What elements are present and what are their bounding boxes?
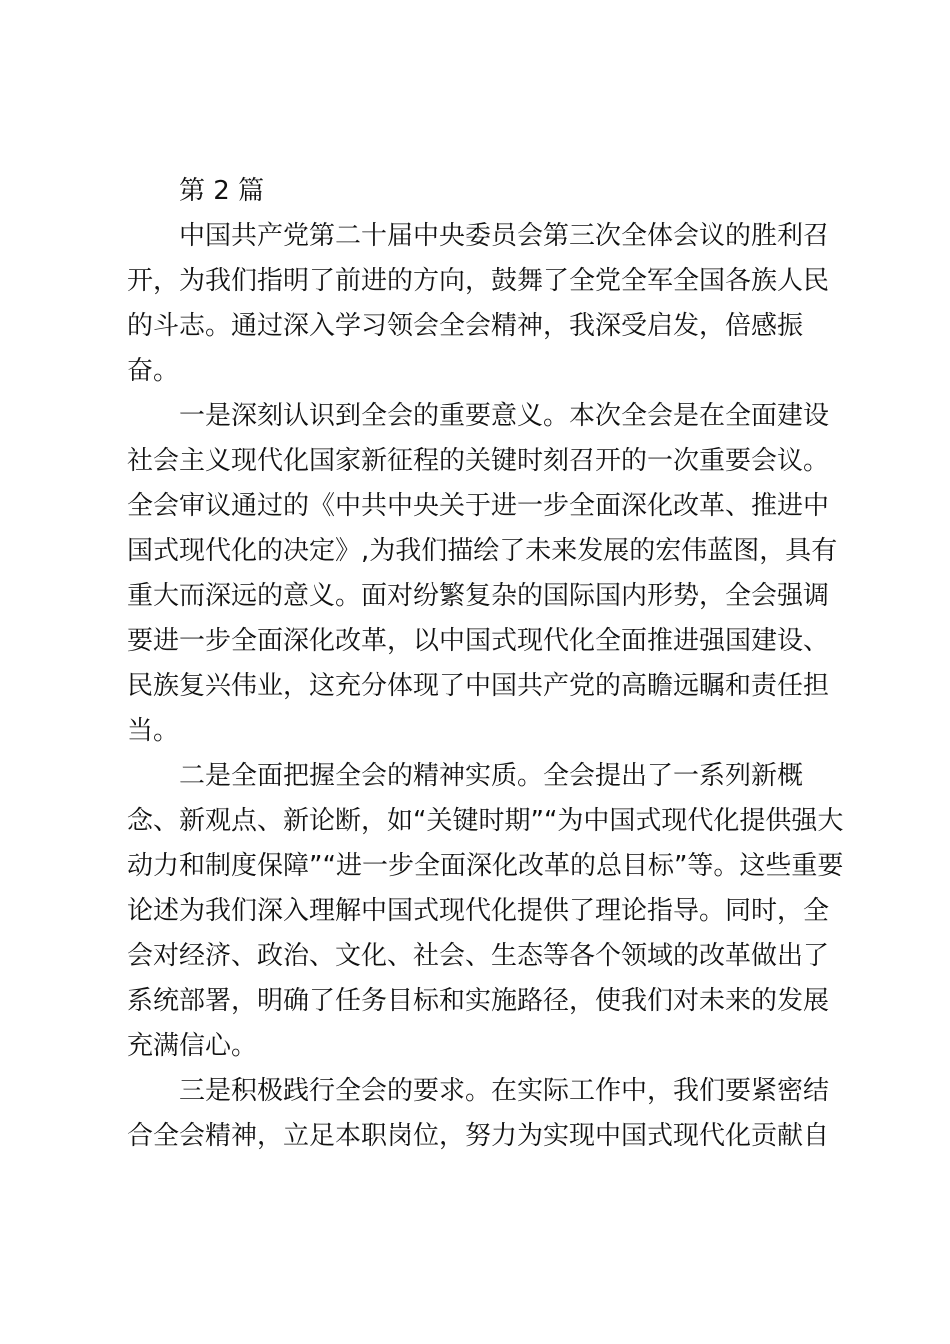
paragraph-line: 二是全面把握全会的精神实质。全会提出了一系列新概 — [179, 761, 804, 791]
paragraph-line: 念、新观点、新论断，如“关键时期”“为中国式现代化提供强大 — [127, 806, 844, 836]
paragraph-line: 充满信心。 — [127, 1031, 258, 1061]
paragraph-3 — [127, 754, 844, 1069]
paragraph-line: 全会审议通过的《中共中央关于进一步全面深化改革、推进中 — [127, 491, 830, 521]
paragraph-line: 民族复兴伟业，这充分体现了中国共产党的高瞻远瞩和责任担 — [127, 671, 830, 701]
paragraph-line: 中国共产党第二十届中央委员会第三次全体会议的胜利召 — [179, 221, 830, 251]
paragraph-4 — [127, 1069, 833, 1159]
paragraph-line: 国式现代化的决定》,为我们描绘了未来发展的宏伟蓝图，具有 — [127, 536, 838, 566]
paragraph-1 — [127, 214, 833, 394]
paragraph-line: 开，为我们指明了前进的方向，鼓舞了全党全军全国各族人民 — [127, 266, 830, 296]
paragraph-line: 论述为我们深入理解中国式现代化提供了理论指导。同时，全 — [127, 896, 830, 926]
paragraph-line: 一是深刻认识到全会的重要意义。本次全会是在全面建设 — [179, 401, 830, 431]
section-heading: 第 2 篇 — [179, 176, 265, 206]
paragraph-line: 会对经济、政治、文化、社会、生态等各个领域的改革做出了 — [127, 941, 830, 971]
paragraph-line: 的斗志。通过深入学习领会全会精神，我深受启发，倍感振 — [127, 311, 804, 341]
paragraph-line: 当。 — [127, 716, 180, 746]
paragraph-line: 合全会精神，立足本职岗位，努力为实现中国式现代化贡献自 — [127, 1121, 830, 1151]
paragraph-line: 社会主义现代化国家新征程的关键时刻召开的一次重要会议。 — [127, 446, 830, 476]
document-body — [127, 169, 844, 1159]
paragraph-line: 奋。 — [127, 356, 180, 386]
paragraph-line: 三是积极践行全会的要求。在实际工作中，我们要紧密结 — [179, 1076, 830, 1106]
paragraph-line: 要进一步全面深化改革，以中国式现代化全面推进强国建设、 — [127, 626, 830, 656]
paragraph-line: 动力和制度保障”“进一步全面深化改革的总目标”等。这些重要 — [127, 851, 844, 881]
paragraph-line: 系统部署，明确了任务目标和实施路径，使我们对未来的发展 — [127, 986, 830, 1016]
paragraph-line: 重大而深远的意义。面对纷繁复杂的国际国内形势，全会强调 — [127, 581, 830, 611]
paragraph-2 — [127, 394, 838, 754]
